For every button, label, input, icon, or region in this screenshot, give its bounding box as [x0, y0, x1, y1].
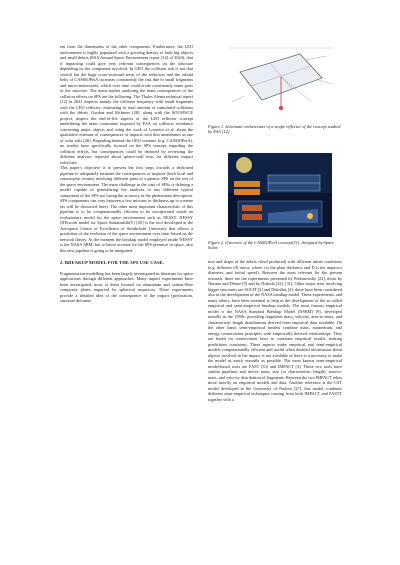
figure-2-caption: Figure 2. Overview of the CASSIOPeiA concept[11], designed by Space Solar. [208, 240, 335, 251]
cassiopeia-overview-drawing [228, 153, 332, 237]
left-paragraph-2: This paper's objective is to present the first steps towards a dedicated pipeline to adequately estimate the consequences of impacts (both local and catastrophic events) involving different parts of a generic SPS on the rest of the space environment. The main challenge in the case of SPSs is defining a model capable of generalizing the analyses to any different typical component of the SPS not losing the accuracy in the phenomena description. SPS components can vary between a few microns in thickness up to a meter (as will be discussed later). The other most important characteristic of this pipeline is to be computationally efficient to be incorporated inside an evolutionary model for the space environment such as NESSY. NESSY (NEtwork model for Space SustainabilitY) [20] is the tool developed at the Aerospace Centre of Excellence of Strathclyde University that allows a prediction of the evolution of the space environment over time, based on the network theory. At the moment the breakup model employed inside NESSY is the NASA SBM, but to better account for the SPS presence in space, also this new pipeline is going to be integrated. [60, 165, 193, 253]
reflector-schematic-drawing [222, 44, 338, 120]
right-paragraph-1: tion and shape of the debris cloud produced) with different initial conditions (e.g. different t/D ratios, where t is the plate thickness and D is the impactor diameter, and initial speed). Between the most relevant for the present research, there are the experiments presented by Piekutowsky [22], those by Nimmo and Dhone [5] and by Nishida [32], [31]. Other major tests involving bigger structures are SOCIT [2] and DebriSat [4], these have been considered also in the development of the NASA breakup model. These experiments, and many others, have been essential to help in the development of the so-called empirical and semi-empirical breakup models. The most famous empirical model is the NASA Standard Breakup Model (NSBM) [9], developed initially in the 1990s, providing fragments mass, velocity, area-to-mass, and characteristic length distributions derived from empirical data available. On the other hand, semi-empirical models combine mass, momentum, and energy conservation principles with empirically derived relationships. They are based on conservation laws to constrain empirical results, making predictions consistent. These aspects make empirical and semi-empirical models computationally efficient and useful when detailed information about objects involved in the impact is not available or there is a necessity to make the model as much versatile as possible. The most known semi-empirical model-based tools are FAST [33] and IMPACT [3]. These two tools have similar pipelines and derive mass, size (or characteristic length), area-to-mass, and velocity distribution of fragments. Between the two IMPACT relies more heavily on empirical models and data. Another reference is the CST model developed at the University of Padova [27], this model combines different semi-empirical techniques coming from both IMPACT and FASTT together with a [208, 259, 342, 402]
left-paragraph-1: ent from the dimensions of the other components. Furthermore, the LEO environment is highly populated with a growing density of both big objects and small debris (ESA Annual Space Environment report [14] of 2024), that if impacting could give very relevant consequences on the structure depending on the component involved. In GEO the collision risk is not that critical but the huge cross-sectional areas of the reflectors and the orbital belts of CASSIOPeiA increases consistently the risk due to small fragments and micro-meteoroids, which over time could erode consistently some parts of the structure. The main studies analysing the main consequences of the collision effects on SPS are the following. The Thales Alenia technical report [12] in 2023 inspects mainly the collision frequency with small fragments with the LEO reflector, estimating to total amount of cumulated collisions with the debris. Gordon and McInnes [28], along with the SOLSPACE project, inspect the end-of-life aspects of the LEO reflector concept underlining the main constraints imposed by ESA on collision avoidance concerning major objects and citing the work of Loureiro et al. about the qualitative estimate of consequences of impacts with thin membranes as one of solar sails [26]. Regarding instead the GEO scenario (e.g. CASSIOPeiA), no studies have specifically focused on the SPS concept regarding the collision effects, but consequences could be deduced by reviewing the different analyses reported about sphere-wall tests for different impact velocities. [60, 44, 193, 165]
left-paragraph-3: Fragmentation modelling has been largely investigated in literature for space applications through different approaches. Many impact experiments have been investigated, most of them focused on aluminium and carbon-fibre composite plates impacted by spherical impactors. These experiments provide a detailed idea of the consequence of the impact (perforation, structure deforma- [60, 270, 193, 303]
left-column [60, 44, 193, 304]
figure-2-cassiopeia [228, 153, 332, 237]
section-heading: 2. BREAKUP MODEL FOR THE SPS USE CASE. [60, 260, 165, 265]
figure-1-caption: Figure 1. Schematic architecture of a single reflector of the concept studied by ESA [12] . [208, 124, 341, 135]
right-column [208, 259, 342, 402]
figure-1-schematic [222, 44, 338, 120]
